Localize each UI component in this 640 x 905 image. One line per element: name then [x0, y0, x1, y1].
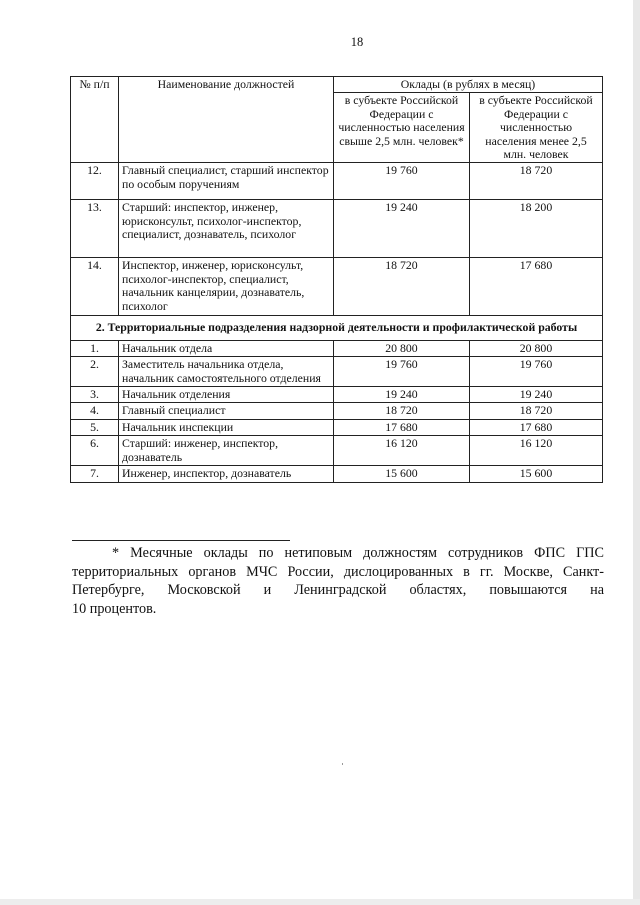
row-number: 1. — [71, 340, 119, 356]
row-number: 13. — [71, 200, 119, 258]
row-number: 6. — [71, 436, 119, 466]
row-position: Начальник отделения — [119, 387, 334, 403]
row-number: 2. — [71, 357, 119, 387]
row-position: Начальник отдела — [119, 340, 334, 356]
table-row — [71, 466, 603, 482]
row-salary-below: 18 720 — [470, 163, 603, 200]
table-row — [71, 340, 603, 356]
row-salary-above: 19 240 — [334, 200, 470, 258]
table-row — [71, 436, 603, 466]
row-number: 3. — [71, 387, 119, 403]
table-row — [71, 200, 603, 258]
section-title: 2. Территориальные подразделения надзорной деятельности и профилактической работы — [71, 316, 603, 340]
row-salary-above: 16 120 — [334, 436, 470, 466]
table-header-row — [71, 77, 603, 93]
row-salary-above: 18 720 — [334, 258, 470, 316]
footnote-last-line: 10 процентов. — [72, 601, 157, 617]
table-row — [71, 258, 603, 316]
row-number: 5. — [71, 419, 119, 435]
row-position: Старший: инспектор, инженер, юрисконсульт, психолог-инспектор, специалист, дознаватель, психолог — [119, 200, 334, 258]
row-salary-below: 15 600 — [470, 466, 603, 482]
footnote-divider — [72, 540, 290, 541]
scan-speck — [342, 763, 343, 765]
header-position-name: Наименование должностей — [119, 77, 334, 163]
row-salary-below: 18 200 — [470, 200, 603, 258]
footnote-body: * Месячные оклады по нетиповым должностям сотрудников ФПС ГПС территориальных органов МЧС России, дислоцированных в гг. Москве, Санкт-Петербурге, Московской и Ленинградской областях, повышаются на — [72, 545, 604, 599]
row-number: 12. — [71, 163, 119, 200]
row-salary-above: 17 680 — [334, 419, 470, 435]
row-number: 14. — [71, 258, 119, 316]
header-salary: Оклады (в рублях в месяц) — [334, 77, 603, 93]
salary-table — [70, 76, 603, 483]
row-salary-below: 17 680 — [470, 258, 603, 316]
row-number: 7. — [71, 466, 119, 482]
row-position: Начальник инспекции — [119, 419, 334, 435]
row-salary-below: 19 760 — [470, 357, 603, 387]
row-salary-below: 19 240 — [470, 387, 603, 403]
row-position: Заместитель начальника отдела, начальник самостоятельного отделения — [119, 357, 334, 387]
row-position: Инспектор, инженер, юрисконсульт, психолог-инспектор, специалист, начальник канцелярии, дознаватель, психолог — [119, 258, 334, 316]
scan-edge — [633, 0, 640, 905]
row-salary-above: 20 800 — [334, 340, 470, 356]
section-row — [71, 316, 603, 340]
header-below-2-5-million: в субъекте Российской Федерации с численностью населения менее 2,5 млн. человек — [470, 93, 603, 163]
table-row — [71, 163, 603, 200]
table-row — [71, 357, 603, 387]
footnote-text — [72, 544, 604, 600]
row-position: Главный специалист — [119, 403, 334, 419]
page-number: 18 — [350, 35, 364, 49]
scan-edge-bottom — [0, 899, 640, 905]
row-salary-above: 19 760 — [334, 163, 470, 200]
header-above-2-5-million: в субъекте Российской Федерации с численностью населения свыше 2,5 млн. человек* — [334, 93, 470, 163]
table-row — [71, 387, 603, 403]
table-row — [71, 403, 603, 419]
table-row — [71, 419, 603, 435]
row-salary-above: 19 760 — [334, 357, 470, 387]
row-salary-below: 17 680 — [470, 419, 603, 435]
row-position: Инженер, инспектор, дознаватель — [119, 466, 334, 482]
row-salary-below: 16 120 — [470, 436, 603, 466]
row-salary-above: 18 720 — [334, 403, 470, 419]
row-salary-below: 20 800 — [470, 340, 603, 356]
row-position: Главный специалист, старший инспектор по особым поручениям — [119, 163, 334, 200]
row-salary-below: 18 720 — [470, 403, 603, 419]
row-number: 4. — [71, 403, 119, 419]
header-number: № п/п — [71, 77, 119, 163]
row-salary-above: 15 600 — [334, 466, 470, 482]
row-position: Старший: инженер, инспектор, дознаватель — [119, 436, 334, 466]
row-salary-above: 19 240 — [334, 387, 470, 403]
